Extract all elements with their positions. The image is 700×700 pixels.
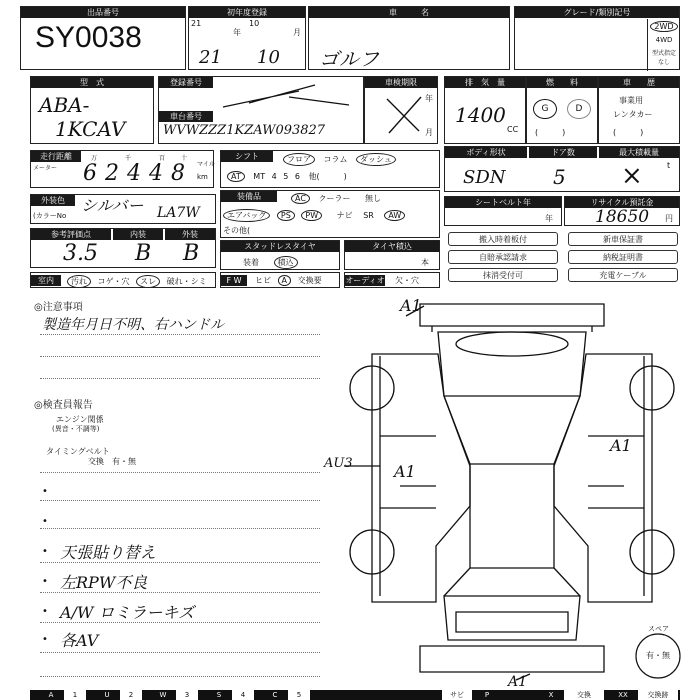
front-bumper [420,304,604,326]
interior-scuff: スレ [136,275,160,288]
damage-mark-left: A1 [394,462,416,481]
usage-box [598,76,680,144]
usage-other: ( ) [613,128,644,137]
inspection-box [364,76,438,144]
capacity-value: × [621,161,643,191]
seatbelt-label: シートベルト年 [445,197,561,208]
shift-dash: ダッシュ [356,153,396,166]
mileage-unit-10k: 万 [91,155,98,162]
spare-label: スペア [648,625,669,633]
cc-unit: CC [507,125,519,134]
legend-rust: サビ [442,690,472,700]
mileage-mile: マイル [197,161,215,168]
car-damage-diagram [340,296,690,688]
two-wd-option: 2WD [650,21,677,32]
engine-label: エンジン関係 [56,415,104,424]
legend-5: 5 [288,690,310,700]
body-box [444,146,680,192]
belt-sub: 交換 有・無 [88,457,136,466]
equipment-box [220,190,440,238]
inspector-rule-3 [40,528,320,529]
inspector-line-4: 各AV [60,631,99,650]
spare-value: 有・無 [646,651,670,660]
legend-u: U [104,691,110,699]
inspection-cross [381,93,425,137]
inspector-line-2: 左RPW不良 [60,573,148,592]
inspector-rule-4 [40,562,320,563]
windshield-row [220,272,340,288]
fuel-box [526,76,598,144]
inspector-line-3: A/W ロミラーキズ [60,603,195,622]
studless-loaded: 積込 [274,256,298,269]
left-side [372,354,470,602]
tire-label: タイヤ積込 [345,241,439,252]
legend-replaced: 交換跡 [638,690,678,700]
color-label: 外装色 [31,195,75,206]
doc-liability: 自賠承認請求 [448,250,558,264]
inspector-rule-5 [40,592,320,593]
equip-other: その他( [223,226,251,235]
chassis-number: WVWZZZ1KZAW093827 [163,123,326,138]
score-label: 参考評価点 [31,229,111,240]
score-box [30,228,216,268]
bullet-3: • [42,546,48,557]
equip-pw: PW [301,210,322,221]
studless-label: スタッドレスタイヤ [221,241,339,252]
bullet-1: • [42,486,48,497]
body-value: SDN [463,167,506,188]
bullet-4: • [42,576,48,587]
legend-2: 2 [120,690,142,700]
shift-gear-5: 5 [283,172,289,181]
registration-box [158,76,364,144]
studless-mounted: 装着 [243,258,259,267]
color-code-label: (カラーNo [33,212,67,220]
usage-business: 事業用 [619,96,643,105]
audio-label: オーディオ [345,276,385,285]
equip-cooler: クーラー [318,194,351,203]
inspector-rule-7 [40,652,320,653]
recycle-unit: 円 [665,214,673,223]
windshield-label: F W [221,275,247,286]
lot-box [20,6,186,70]
katashiki-line-2: 1KCAV [55,117,126,141]
belt-label: タイミングベルト [46,447,110,456]
doors-label: ドア数 [529,147,597,158]
equip-ps: PS [277,210,295,221]
legend-3: 3 [176,690,198,700]
color-box [30,194,216,224]
doc-tax: 納税証明書 [568,250,678,264]
equip-sr: SR [363,211,374,220]
mileage-value: 62448 [83,161,193,186]
fuel-label: 燃 料 [527,77,597,88]
audio-row [344,272,440,288]
doc-delivery-plate: 搬入時着板付 [448,232,558,246]
exterior-grade: B [183,241,200,266]
drive-column [647,19,680,71]
recycle-box [564,196,680,226]
doc-charge-cable: 充電ケーブル [568,268,678,282]
grade-label: グレード/類別記号 [515,7,679,18]
mileage-box [30,150,214,188]
car-name-label: 車 名 [309,7,509,18]
equipment-label: 装備品 [221,191,277,202]
damage-mark-front: A1 [400,296,422,315]
katashiki-box [30,76,154,144]
recycle-label: リサイクル預託金 [565,197,679,208]
legend-s: S [216,691,222,699]
body-label: ボディ形状 [445,147,527,158]
displacement-value: 1400 [455,103,506,127]
fuel-diesel: D [567,99,591,119]
legend-4: 4 [232,690,254,700]
damage-mark-left-ext: AU3 [324,456,353,471]
notes-rule-3 [40,378,320,379]
interior-condition-row [30,272,216,288]
displacement-label: 排 気 量 [445,77,525,88]
inspection-label: 車検期限 [365,77,437,88]
recycle-value: 18650 [595,207,650,227]
fuel-gasoline: G [533,99,557,119]
mileage-unit-100: 百 [159,155,166,162]
tailgate [444,596,580,640]
inspector-title: ◎検査員報告 [34,400,93,411]
usage-rental: レンタカー [613,110,653,119]
katashiki-label: 型 式 [31,77,153,88]
score-value: 3.5 [63,241,98,266]
bullet-6: • [42,634,48,645]
inspector-rule-1 [40,472,320,473]
damage-mark-rear: A1 [508,674,528,690]
audio-missing: 欠・穴 [395,276,419,285]
mileage-label: 走行距離 [31,151,81,162]
shift-box [220,150,440,188]
chassis-label: 車台番号 [159,111,213,122]
notes-line-1: 製造年月日不明、右ハンドル [42,317,224,333]
shift-gear-4: 4 [271,172,277,181]
meter-note: メーター [33,165,58,172]
shift-mt: MT [253,172,266,181]
doc-deregistration: 抹消受付可 [448,268,558,282]
shift-floor: フロア [283,153,315,166]
inspector-line-1: 天張貼り替え [60,543,157,562]
shift-at: AT [227,171,245,182]
mileage-unit-10: 十 [181,155,188,162]
engine-sub: (異音・不調等) [52,425,100,433]
equip-aw: AW [384,210,405,221]
shift-label: シフト [221,151,273,162]
seatbelt-year-unit: 年 [545,214,553,223]
roof [470,464,554,568]
first-registration-label: 初年度登録 [189,7,305,18]
four-wd-option: 4WD [655,36,673,44]
equip-none: 無し [365,194,382,203]
interior-burn: コゲ・穴 [97,277,130,286]
usage-label: 車 歴 [599,77,679,88]
inspector-rule-2 [40,500,320,501]
tire-unit: 本 [421,258,429,267]
registration-label: 登録番号 [159,77,213,88]
bullet-5: • [42,606,48,617]
rear-bumper [420,646,604,672]
hood [438,332,586,396]
legend-p: P [484,691,490,699]
grade-box [514,6,680,70]
legend-w: W [159,691,167,699]
shift-other: 他( ) [308,172,347,181]
notes-rule-1 [40,334,320,335]
shift-column: コラム [323,155,348,164]
katashiki-line-1: ABA- [39,93,90,117]
color-code: LA7W [157,205,200,221]
interior-grade: B [135,241,152,266]
inspector-rule-6 [40,622,320,623]
mileage-km: km [197,173,208,181]
first-reg-year: 21 [199,47,222,68]
windshield-a: A [278,275,291,286]
car-name-box [308,6,510,70]
capacity-unit: t [667,161,671,170]
interior-grade-label: 内装 [113,229,163,240]
bullet-2: • [42,516,48,527]
car-name: ゴルフ [319,47,379,71]
capacity-label: 最大積載量 [599,147,679,158]
registration-scribble [219,81,359,113]
displacement-box [444,76,526,144]
lot-label: 出品番号 [21,7,185,18]
shift-gear-6: 6 [294,172,301,181]
first-reg-year-unit: 年 [233,28,241,37]
interior-condition-label: 室内 [31,275,61,286]
model-code-none: なし [657,59,670,66]
first-reg-month-unit: 月 [293,28,301,37]
equip-ac: AC [291,193,310,204]
equip-navi: ナビ [336,211,353,220]
legend-replace: 交換 [564,690,604,700]
studless-box [220,240,340,270]
right-side [554,354,652,602]
color-value: シルバー [81,196,144,215]
damage-mark-right: A1 [610,436,632,455]
legend-xx: XX [618,691,628,699]
inspection-month-unit: 月 [425,128,433,137]
legend-x: X [548,691,554,699]
equip-airbag: エアバッグ [223,209,270,222]
doors-value: 5 [553,165,566,189]
windshield-replace: 交換要 [297,276,322,285]
inspection-year-unit: 年 [425,94,433,103]
notes-rule-2 [40,356,320,357]
lot-number: SY0038 [35,21,142,54]
mileage-unit-1k: 千 [125,155,132,162]
fuel-other: ( ) [535,128,566,137]
notes-title: ◎注意事項 [34,302,83,313]
doc-warranty: 新車保証書 [568,232,678,246]
interior-tear: 破れ・シミ [166,277,207,286]
model-code-label: 型式指定 [651,50,676,57]
windshield-crack: ヒビ [255,276,271,285]
inspector-rule-8 [40,676,320,677]
first-reg-printed-year: 21 [191,19,202,28]
first-reg-printed-month: 10 [249,19,260,28]
exterior-grade-label: 外装 [165,229,215,240]
legend-c: C [272,691,278,699]
legend-1: 1 [64,690,86,700]
first-registration-box [188,6,306,70]
seatbelt-box [444,196,562,226]
tire-box [344,240,440,270]
legend-a: A [48,691,54,699]
first-reg-month: 10 [257,47,280,68]
interior-dirt: 汚れ [67,275,91,288]
